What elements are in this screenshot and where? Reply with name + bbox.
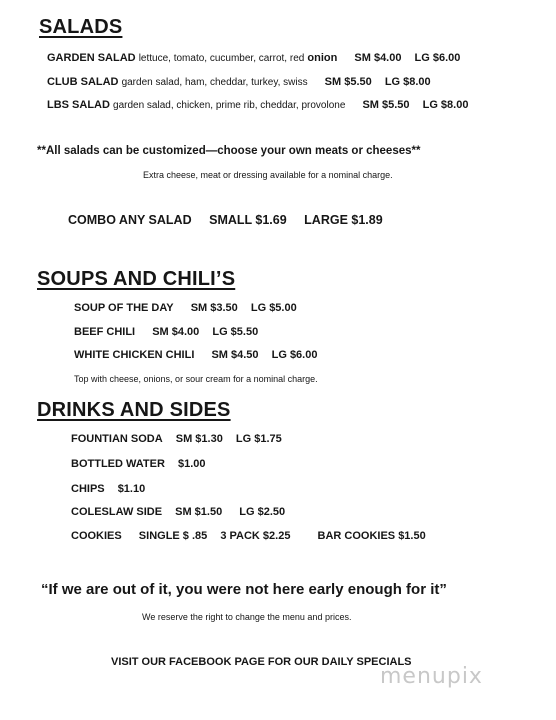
item-desc: garden salad, chicken, prime rib, cheddar, provolone — [113, 100, 346, 111]
menu-item-fountain-soda — [71, 433, 282, 445]
price: $1.10 — [117, 483, 146, 495]
toppings-note: Top with cheese, onions, or sour cream for a nominal charge. — [74, 374, 318, 384]
price-small: SM $3.50 — [190, 302, 238, 314]
menu-item-lbs-salad — [47, 99, 468, 111]
combo-small: SMALL $1.69 — [209, 213, 287, 227]
price-large: LG $8.00 — [422, 99, 469, 111]
reserve-note: We reserve the right to change the menu and prices. — [142, 612, 352, 622]
item-name: CLUB SALAD — [47, 76, 119, 88]
price-small: SM $4.00 — [152, 326, 200, 338]
combo-row — [68, 213, 383, 227]
facebook-note: VISIT OUR FACEBOOK PAGE FOR OUR DAILY SPECIALS — [111, 656, 412, 668]
item-name: BOTTLED WATER — [71, 458, 165, 470]
item-name: COOKIES — [71, 530, 122, 542]
price-bar-cookies: BAR COOKIES $1.50 — [317, 530, 426, 542]
menu-item-club-salad — [47, 76, 431, 88]
item-name: BEEF CHILI — [74, 326, 136, 338]
item-name: WHITE CHICKEN CHILI — [74, 349, 195, 361]
item-name: GARDEN SALAD — [47, 52, 136, 64]
price-large: LG $1.75 — [235, 433, 282, 445]
combo-large: LARGE $1.89 — [304, 213, 383, 227]
item-name: FOUNTIAN SODA — [71, 433, 163, 445]
salads-heading: SALADS — [39, 16, 123, 38]
menu-item-garden-salad — [47, 52, 460, 64]
item-name: LBS SALAD — [47, 99, 110, 111]
watermark-logo: menupix — [380, 664, 483, 689]
price-pack: 3 PACK $2.25 — [220, 530, 291, 542]
menu-item-soup-of-the-day — [74, 302, 297, 314]
price-large: LG $8.00 — [384, 76, 431, 88]
menu-item-chips — [71, 483, 145, 495]
price-small: SM $4.00 — [354, 52, 402, 64]
price-small: SM $5.50 — [324, 76, 372, 88]
price-large: LG $5.50 — [212, 326, 259, 338]
menu-item-cookies — [71, 530, 426, 542]
drinks-heading: DRINKS AND SIDES — [37, 399, 231, 421]
item-desc: lettuce, tomato, cucumber, carrot, red — [138, 53, 305, 64]
price-large: LG $6.00 — [271, 349, 318, 361]
price-large: LG $6.00 — [414, 52, 461, 64]
price-large: LG $2.50 — [239, 506, 286, 518]
item-name: COLESLAW SIDE — [71, 506, 163, 518]
quote-text: “If we are out of it, you were not here early enough for it” — [41, 581, 447, 598]
customize-note: **All salads can be customized—choose your own meats or cheeses** — [37, 145, 421, 157]
item-desc-extra: onion — [307, 52, 338, 64]
menu-item-bottled-water — [71, 458, 206, 470]
item-desc: garden salad, ham, cheddar, turkey, swiss — [121, 77, 308, 88]
price-small: SM $4.50 — [211, 349, 259, 361]
price-large: LG $5.00 — [250, 302, 297, 314]
extra-note: Extra cheese, meat or dressing available for a nominal charge. — [143, 170, 393, 180]
price-small: SM $1.30 — [175, 433, 223, 445]
item-name: SOUP OF THE DAY — [74, 302, 174, 314]
price: $1.00 — [177, 458, 206, 470]
price-small: SM $1.50 — [175, 506, 223, 518]
item-name: CHIPS — [71, 483, 105, 495]
menu-item-beef-chili — [74, 326, 258, 338]
soups-heading: SOUPS AND CHILI’S — [37, 268, 236, 290]
menu-item-coleslaw — [71, 506, 285, 518]
menu-item-white-chicken-chili — [74, 349, 317, 361]
combo-label: COMBO ANY SALAD — [68, 213, 192, 227]
price-small: SM $5.50 — [362, 99, 410, 111]
price-single: SINGLE $ .85 — [138, 530, 208, 542]
